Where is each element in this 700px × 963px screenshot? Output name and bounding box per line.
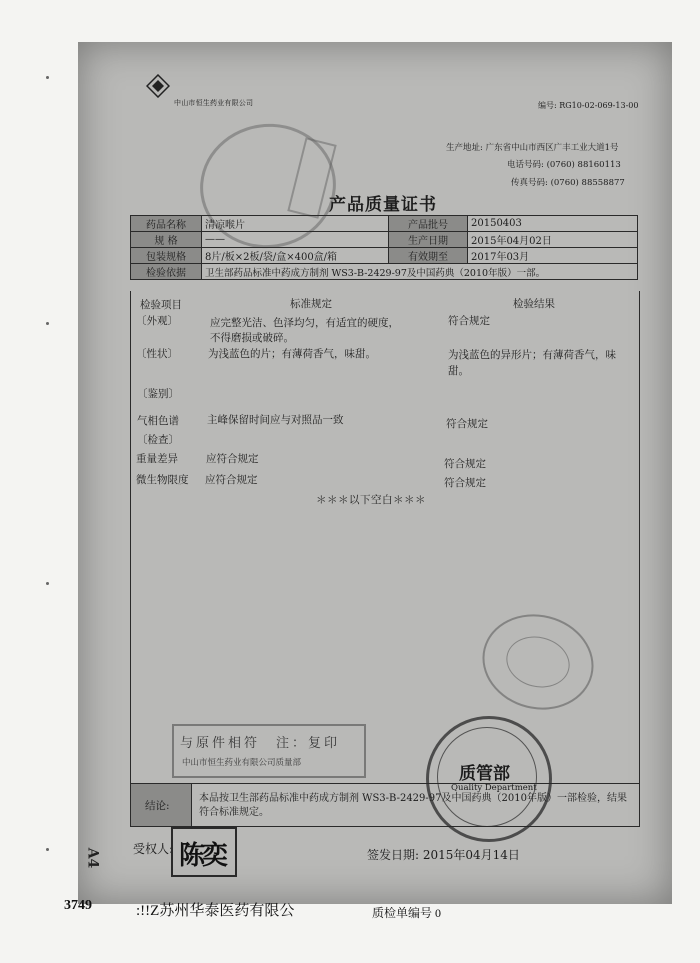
company-logo-icon: [146, 74, 170, 98]
conclusion-row: [130, 783, 640, 827]
margin-dot: [46, 76, 49, 79]
issue-date: 签发日期: 2015年04月14日: [367, 848, 520, 862]
product-name-label: 药品名称: [131, 216, 202, 232]
batch-value: 20150403: [468, 216, 638, 232]
basis-label: 检验依据: [131, 264, 202, 280]
expiry-label: 有效期至: [389, 248, 468, 264]
character-standard: 为浅蓝色的片；有薄荷香气，味甜。: [208, 348, 376, 360]
phone-number: 电话号码: (0760) 88160113: [507, 160, 621, 170]
spec-label: 规 格: [131, 232, 202, 248]
col-item-header: 检验项目: [140, 299, 182, 311]
gc-result: 符合规定: [446, 418, 488, 430]
signature-stamp: 陈奕: [171, 827, 237, 877]
page-title: 产品质量证书: [329, 195, 437, 215]
weight-label: 重量差异: [136, 453, 178, 465]
character-result-cont: 甜。: [448, 365, 469, 377]
weight-standard: 应符合规定: [206, 453, 259, 465]
mfg-date-label: 生产日期: [389, 232, 468, 248]
identification-label: 〔鉴别〕: [137, 388, 179, 400]
fax-number: 传真号码: (0760) 88558877: [511, 178, 625, 188]
paper-size-mark: A4: [84, 847, 101, 869]
conclusion-text: 本品按卫生部药品标准中药成方制剂 WS3-B-2429-97及中国药典（2010年版）一部检验，结果符合标准规定。: [199, 793, 627, 818]
qc-number: 质检单编号 0: [372, 906, 442, 920]
bottom-code: 3749: [64, 898, 92, 913]
batch-label: 产品批号: [389, 216, 468, 232]
basis-value: 卫生部药品标准中药成方制剂 WS3-B-2429-97及中国药典（2010年版）一部。: [202, 264, 638, 280]
gc-standard: 主峰保留时间应与对照品一致: [207, 414, 344, 426]
product-info-table: [130, 215, 638, 280]
packing-value: 8片/板×2板/袋/盒×400盒/箱: [202, 248, 389, 264]
appearance-standard-cont: 不得磨损或破碎。: [210, 332, 294, 344]
margin-dot: [46, 322, 49, 325]
copy-verification-stamp: 与原件相符 注：复印 中山市恒生药业有限公司质量部: [172, 724, 366, 778]
appearance-standard: 应完整光洁、色泽均匀，有适宜的硬度，: [210, 317, 399, 329]
spec-value: ——: [202, 232, 389, 248]
weight-result: 符合规定: [444, 458, 486, 470]
blank-note: ＊＊＊以下空白＊＊＊: [316, 494, 426, 506]
authorized-person-label: 受权人:: [133, 842, 174, 856]
bottom-company-stamp: :!!Z苏州华泰医药有限公: [136, 903, 295, 919]
appearance-result: 符合规定: [448, 315, 490, 327]
character-result: 为浅蓝色的异形片；有薄荷香气，味: [448, 349, 616, 361]
product-name-value: 清凉喉片: [202, 216, 389, 232]
test-label: 〔检查〕: [137, 434, 179, 446]
col-standard-header: 标准规定: [290, 298, 332, 310]
gc-label: 气相色谱: [137, 415, 179, 427]
character-label: 〔性状〕: [136, 348, 178, 360]
production-address: 生产地址: 广东省中山市西区广丰工业大道1号: [446, 143, 619, 153]
micro-result: 符合规定: [444, 477, 486, 489]
document-number: 编号: RG10-02-069-13-00: [538, 101, 639, 110]
expiry-value: 2017年03月: [468, 248, 638, 264]
col-result-header: 检验结果: [513, 298, 555, 310]
micro-standard: 应符合规定: [205, 474, 258, 486]
quality-department-seal: 质管部 Quality Department: [426, 716, 552, 842]
mfg-date-value: 2015年04月02日: [468, 232, 638, 248]
margin-dot: [46, 582, 49, 585]
margin-dot: [46, 848, 49, 851]
conclusion-label: 结论:: [145, 800, 170, 812]
company-header: 中山市恒生药业有限公司: [174, 99, 254, 107]
results-frame: [130, 291, 640, 784]
appearance-label: 〔外观〕: [136, 315, 178, 327]
packing-label: 包装规格: [131, 248, 202, 264]
micro-label: 微生物限度: [136, 474, 189, 486]
